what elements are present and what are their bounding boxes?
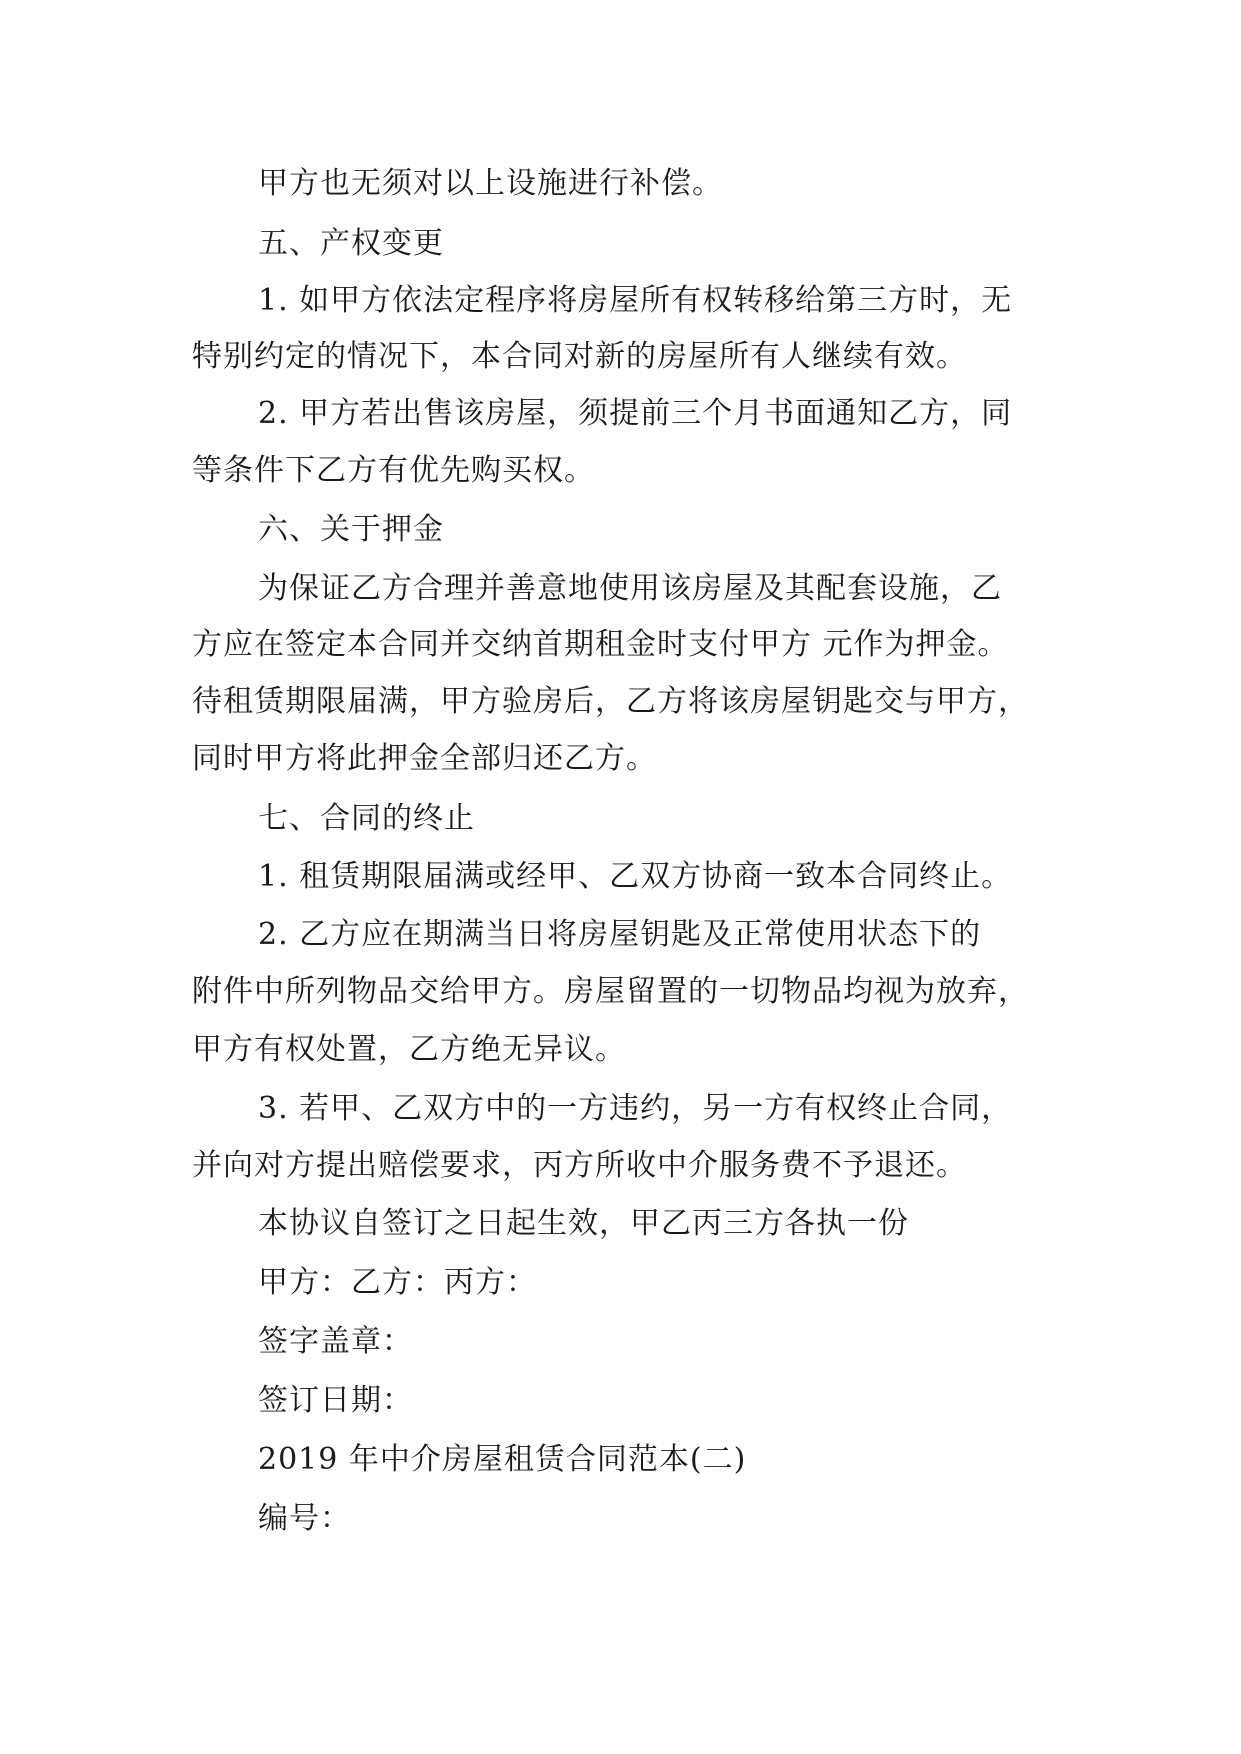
paragraph-line: 甲方有权处置，乙方绝无异议。	[192, 1032, 626, 1067]
signing-date-label: 签订日期：	[258, 1383, 413, 1418]
paragraph-line: 附件中所列物品交给甲方。房屋留置的一切物品均视为放弃，	[192, 974, 1029, 1009]
paragraph-line: 同时甲方将此押金全部归还乙方。	[192, 741, 657, 776]
paragraph-line: 特别约定的情况下，本合同对新的房屋所有人继续有效。	[192, 339, 967, 374]
paragraph-line: 待租赁期限届满，甲方验房后，乙方将该房屋钥匙交与甲方，	[192, 684, 1029, 719]
paragraph-line: 甲方也无须对以上设施进行补偿。	[258, 166, 723, 201]
paragraph-line: 为保证乙方合理并善意地使用该房屋及其配套设施，乙	[258, 571, 1002, 606]
signature-parties: 甲方：乙方：丙方：	[258, 1265, 537, 1300]
section-heading-7: 七、合同的终止	[258, 801, 475, 836]
number-label: 编号：	[258, 1501, 351, 1536]
paragraph-line: 并向对方提出赔偿要求，丙方所收中介服务费不予退还。	[192, 1148, 967, 1183]
document-title: 2019 年中介房屋租赁合同范本(二)	[258, 1442, 747, 1477]
paragraph-line: 3. 若甲、乙双方中的一方违约，另一方有权终止合同，	[258, 1091, 1013, 1126]
paragraph-line: 2. 甲方若出售该房屋，须提前三个月书面通知乙方，同	[258, 396, 1013, 431]
paragraph-line: 1. 租赁期限届满或经甲、乙双方协商一致本合同终止。	[258, 859, 1013, 894]
signature-seal-label: 签字盖章：	[258, 1324, 413, 1359]
paragraph-line: 方应在签定本合同并交纳首期租金时支付甲方 元作为押金。	[192, 627, 1009, 662]
paragraph-line: 1. 如甲方依法定程序将房屋所有权转移给第三方时，无	[258, 283, 1013, 318]
paragraph-line: 2. 乙方应在期满当日将房屋钥匙及正常使用状态下的	[258, 917, 982, 952]
paragraph-line: 本协议自签订之日起生效，甲乙丙三方各执一份	[258, 1206, 909, 1241]
section-heading-5: 五、产权变更	[258, 226, 444, 261]
paragraph-line: 等条件下乙方有优先购买权。	[192, 453, 595, 488]
section-heading-6: 六、关于押金	[258, 512, 444, 547]
